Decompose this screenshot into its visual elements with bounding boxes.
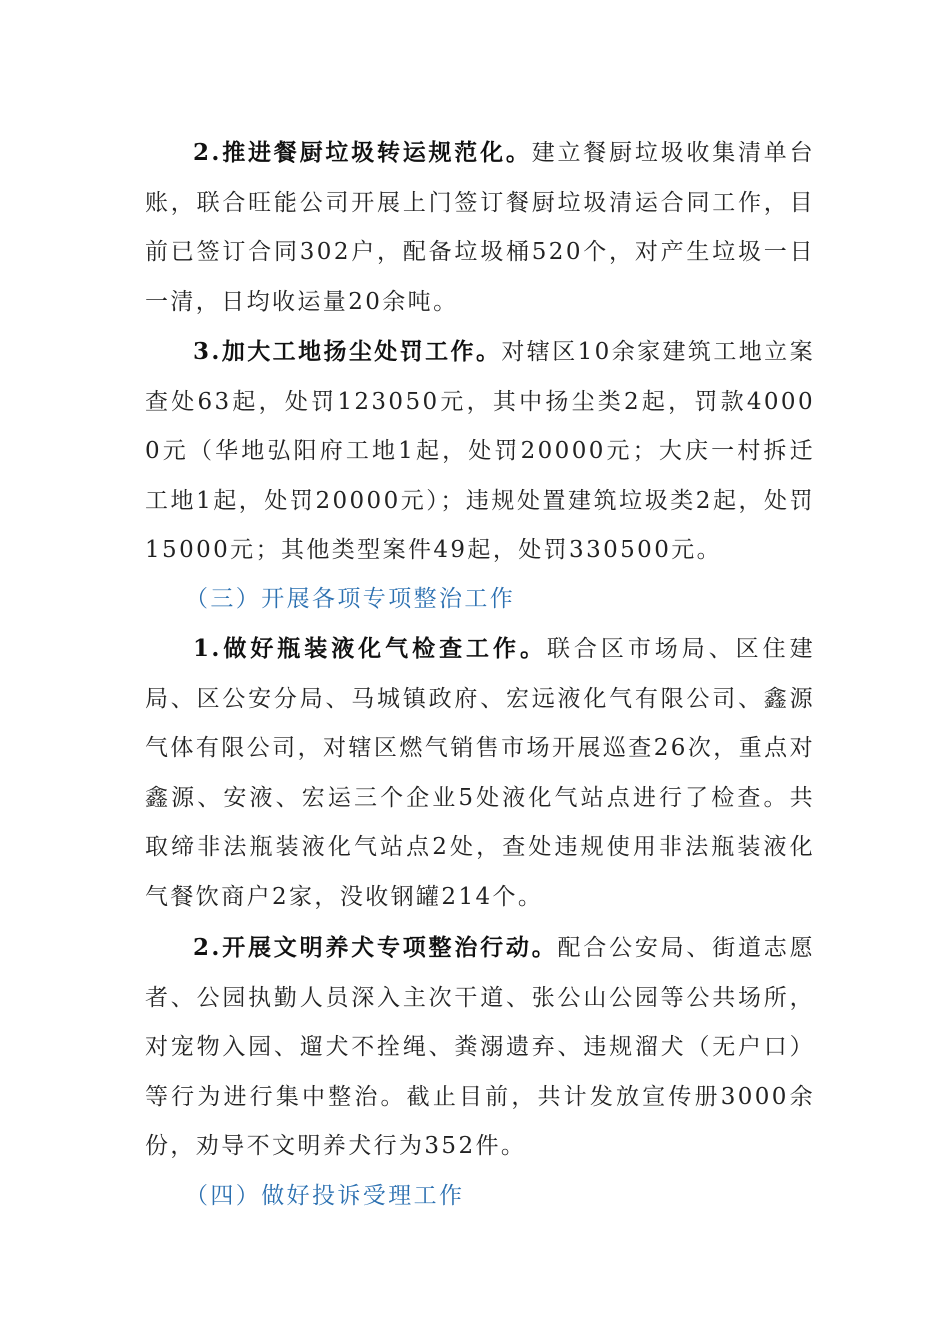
section-heading-complaints: （四）做好投诉受理工作 xyxy=(185,1183,465,1209)
section-heading-special-rectification: （三）开展各项专项整治工作 xyxy=(185,586,516,612)
paragraph-body: 联合区市场局、区住建局、区公安分局、马城镇政府、宏远液化气有限公司、鑫源气体有限公司，对辖区燃气销售市场开展巡查26次，重点对鑫源、安液、宏运三个企业5处液化气站点进行了检查。共取缔非法瓶装液化气站点2处，查处违规使用非法瓶装液化气餐饮商户2家，没收钢罐214个。 xyxy=(145,636,815,910)
paragraph-lead: 1.做好瓶装液化气检查工作。 xyxy=(193,635,547,662)
paragraph-body: 建立餐厨垃圾收集清单台账，联合旺能公司开展上门签订餐厨垃圾清运合同工作，目前已签订合同302户，配备垃圾桶520个，对产生垃圾一日一清，日均收运量20余吨。 xyxy=(145,140,815,315)
paragraph-body: 配合公安局、街道志愿者、公园执勤人员深入主次干道、张公山公园等公共场所，对宠物入园、遛犬不拴绳、粪溺遗弃、违规溜犬（无户口）等行为进行集中整治。截止目前，共计发放宣传册3000余份，劝导不文明养犬行为352件。 xyxy=(145,935,815,1159)
paragraph-dog-keeping xyxy=(145,923,815,1172)
paragraph-lead: 3.加大工地扬尘处罚工作。 xyxy=(193,338,502,365)
paragraph-lead: 2.开展文明养犬专项整治行动。 xyxy=(193,934,558,961)
paragraph-body: 对辖区10余家建筑工地立案查处63起，处罚123050元，其中扬尘类2起，罚款40000元（华地弘阳府工地1起，处罚20000元；大庆一村拆迁工地1起，处罚20000元）；违规处置建筑垃圾类2起，处罚15000元；其他类型案件49起，处罚330500元。 xyxy=(145,339,815,563)
paragraph-construction-dust xyxy=(145,327,815,576)
paragraph-kitchen-waste xyxy=(145,128,815,327)
paragraph-lpg-inspection xyxy=(145,624,815,922)
paragraph-lead: 2.推进餐厨垃圾转运规范化。 xyxy=(193,139,532,166)
